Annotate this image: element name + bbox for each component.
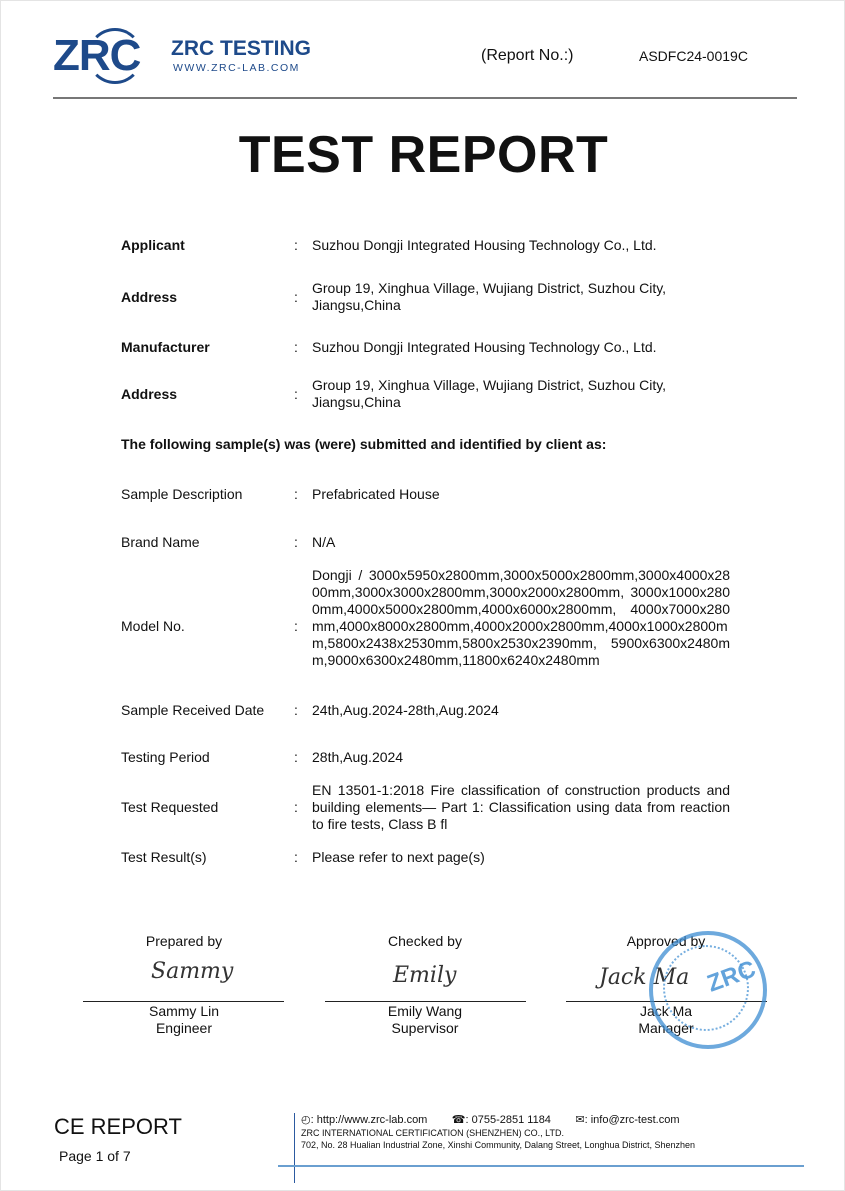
field-label: Address (121, 289, 178, 305)
field-value: Please refer to next page(s) (312, 849, 485, 865)
signature-emily: Emily (393, 963, 457, 988)
header-divider (53, 97, 797, 99)
colon: : (294, 849, 298, 865)
brand-name: ZRC TESTING (171, 37, 311, 60)
footer-vertical-divider (294, 1113, 295, 1183)
page-number: Page 1 of 7 (59, 1148, 131, 1164)
field-label: Address (121, 386, 178, 402)
checked-by-label: Checked by (388, 933, 462, 949)
field-value: EN 13501-1:2018 Fire classification of construction products and building elements— Part 1: Classification using data from reaction to fire tests, Class B fl (312, 782, 730, 832)
signature-line (325, 1001, 526, 1002)
field-value: N/A (312, 534, 336, 550)
signer-title: Supervisor (391, 1020, 459, 1036)
field-label: Testing Period (121, 749, 210, 765)
signer-title: Manager (638, 1020, 694, 1036)
colon: : (294, 486, 298, 502)
signer-name: Jack Ma (639, 1003, 693, 1019)
page-title: TEST REPORT (238, 126, 609, 184)
field-value: Suzhou Dongji Integrated Housing Technology Co., Ltd. (312, 339, 657, 355)
field-label: Sample Received Date (121, 702, 265, 718)
footer-contact: ◴: http://www.zrc-lab.com ☎: 0755-2851 1184 ✉: info@zrc-test.com (301, 1114, 680, 1126)
model-no-value: Dongji / 3000x5950x2800mm,3000x5000x2800mm,3000x4000x2800mm,3000x3000x2800mm,3000x2000x2800mm, 3000x1000x2800mm,4000x5000x2800mm,4000x6000x2800mm, 4000x7000x280mm,4000x8000x2800mm,4000x2000x2800mm,4000x1000x2800mm,5800x2438x2530mm,5800x2530x2390mm, 5900x6300x2480mm,9000x6300x2480mm,11800x6240x2480mm (312, 567, 730, 668)
field-label: Model No. (121, 618, 185, 634)
field-label: Applicant (121, 237, 185, 253)
field-value: Group 19, Xinghua Village, Wujiang District, Suzhou City, Jiangsu,China (312, 377, 667, 410)
report-no: ASDFC24-0019C (639, 48, 748, 64)
colon: : (294, 237, 298, 253)
field-label: Manufacturer (121, 339, 210, 355)
colon: : (294, 799, 298, 815)
signature-line (83, 1001, 284, 1002)
field-value: 24th,Aug.2024-28th,Aug.2024 (312, 702, 499, 718)
signature-jack: Jack Ma (599, 965, 690, 990)
logo: ZRC (53, 31, 141, 80)
brand-url: WWW.ZRC-LAB.COM (173, 62, 300, 74)
signer-name: Sammy Lin (148, 1003, 220, 1019)
signer-name: Emily Wang (387, 1003, 463, 1019)
colon: : (294, 289, 298, 305)
report-no-label: (Report No.:) (481, 47, 574, 64)
approved-by-label: Approved by (626, 933, 706, 949)
signature-sammy: Sammy (151, 959, 234, 984)
colon: : (294, 618, 298, 634)
colon: : (294, 534, 298, 550)
footer-address: 702, No. 28 Hualian Industrial Zone, Xinshi Community, Dalang Street, Longhua District, Shenzhen (301, 1140, 696, 1150)
stamp-text: ZRC (703, 955, 760, 998)
colon: : (294, 386, 298, 402)
prepared-by-label: Prepared by (145, 933, 223, 949)
colon: : (294, 749, 298, 765)
sample-statement: The following sample(s) was (were) submitted and identified by client as: (121, 436, 607, 452)
field-label: Test Requested (121, 799, 219, 815)
footer-divider (278, 1165, 804, 1167)
colon: : (294, 339, 298, 355)
report-type: CE REPORT (54, 1114, 182, 1139)
field-label: Brand Name (121, 534, 200, 550)
footer-company: ZRC INTERNATIONAL CERTIFICATION (SHENZHEN) CO., LTD. (301, 1128, 565, 1138)
field-value: 28th,Aug.2024 (312, 749, 404, 765)
signer-title: Engineer (155, 1020, 213, 1036)
field-label: Test Result(s) (121, 849, 207, 865)
field-value: Prefabricated House (312, 486, 440, 502)
field-label: Sample Description (121, 486, 243, 502)
field-value: Suzhou Dongji Integrated Housing Technology Co., Ltd. (312, 237, 657, 253)
colon: : (294, 702, 298, 718)
field-value: Group 19, Xinghua Village, Wujiang District, Suzhou City, Jiangsu,China (312, 280, 667, 313)
